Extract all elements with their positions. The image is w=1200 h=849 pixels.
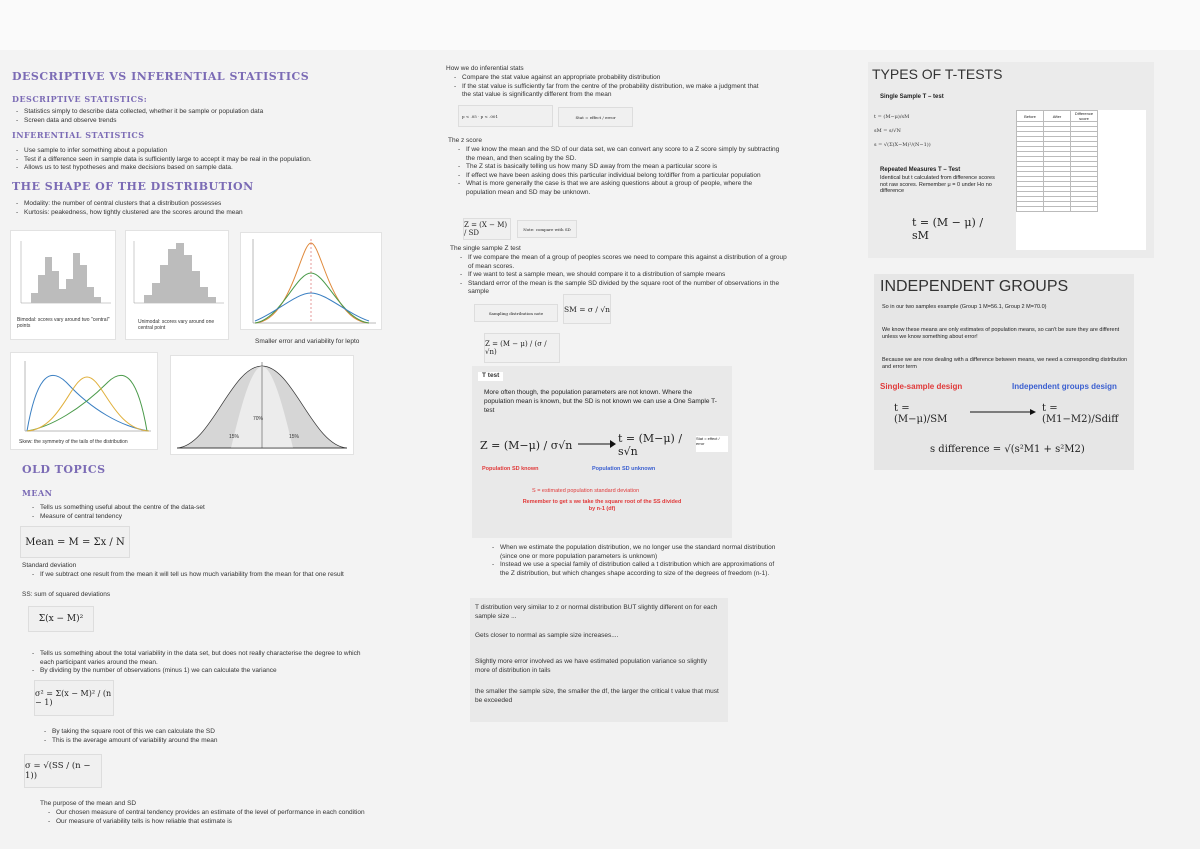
indep-title: INDEPENDENT GROUPS [880,278,1069,295]
purpose-label: The purpose of the mean and SD [40,800,137,807]
single-sample-formulas: t = (M−μ)/sM sM = s/√N s = √(Σ(X−M)²/(N−1)) [874,114,931,148]
repeated-label: Repeated Measures T – Test [880,167,961,173]
sem-formula: SM = σ / √n [563,294,611,324]
z-note: Note: compare with SD [517,220,577,238]
list-item: - Use sample to infer something about a population [14,147,394,156]
tdist-line-2: Gets closer to normal as sample size increases.... [475,632,619,639]
indep-line-1: So in our two samples example (Group 1 M=56.1, Group 2 M=70.0) [882,304,1047,310]
heading-descriptive: DESCRIPTIVE STATISTICS: [12,94,148,104]
list-item: - If we subtract one result from the mean it will tell us how much variability from the mean for that one result [30,571,360,580]
z-known-formula: Z = (M−μ) / σ√n [480,438,573,452]
indep-design-formula: t = (M1−M2)/Sdiff [1042,403,1119,425]
ttest-s-note: S = estimated population standard deviation [532,488,640,494]
list-item: - If we know the mean and the SD of our data set, we can convert any score to a Z score simply by subtracting the mean, and then scaling by the SD. [456,146,781,163]
significance-note: p < .05 · p < .001 [458,105,553,127]
sdiff-formula: s difference = √(s²M1 + s²M2) [930,443,1085,455]
t-note: Stat = effect / error [696,436,728,452]
independent-groups-card [874,274,1134,470]
heading-shape: THE SHAPE OF THE DISTRIBUTION [12,180,254,193]
z-heading: The z score [448,137,482,144]
tdist-line-4: the smaller the sample size, the smaller the df, the larger the critical t value that must be exceeded [475,688,719,704]
list-item: - Our measure of variability tells is how reliable that estimate is [46,818,386,827]
list-item: - Instead we use a special family of distribution called a t distribution which are approximations of the Z distribution, but which changes shape according to size of the degrees of freedom (n-1). [490,561,780,578]
types-title: TYPES OF T-TESTS [872,66,1003,82]
notes-canvas [0,50,1200,849]
list-item: - Measure of central tendency [30,513,390,522]
sd-list [30,571,360,580]
list-item: - Allows us to test hypotheses and make decisions based on sample data. [14,164,394,173]
pop-sd-unknown: Population SD unknown [592,466,656,472]
t-formula: t = (M − μ) / sM [912,216,984,242]
list-item: - Our chosen measure of central tendency provides an estimate of the level of performance in each condition [46,809,386,818]
list-item: - The Z stat is basically telling us how many SD away from the mean a particular score is [456,163,781,172]
list-item: - Modality: the number of central clusters that a distribution possesses [14,200,394,209]
table-header: Difference score [1071,111,1098,122]
top-bar [0,0,1200,50]
z-list [456,146,781,197]
sd-label: Standard deviation [22,562,77,569]
sem-note: Sampling distribution note [474,304,558,322]
z2-formula: Z = (M − μ) / (σ / √n) [484,333,560,363]
heading-mean: MEAN [22,488,53,498]
list-item: - Standard error of the mean is the sample SD divided by the square root of the number of observations in the sample [458,280,788,297]
table-header: Before [1017,111,1044,122]
repeated-desc: Identical but t calculated from difference scores not raw scores. Remember μ = 0 under Ho no difference [880,175,995,194]
svg-text:70%: 70% [253,416,264,422]
kurtosis-figure [240,232,382,330]
list-item: - If we want to test a sample mean, we should compare it to a distribution of sample means [458,271,788,280]
purpose-list [46,809,386,826]
data-table [1016,110,1146,250]
bimodal-figure [10,230,116,340]
test-stat-formula: Stat = effect / error [558,107,633,127]
list-item: - If the stat value is sufficiently far from the centre of the probability distribution, we make a judgment that the stat value is significantly different from the mean [452,83,762,100]
inf-list [14,147,394,173]
ttest-intro: More often though, the population parameters are not known. Where the population mean is known, but the SD is not known we can use a One Sample T-test [484,389,717,414]
single-z-list [458,254,788,297]
unimodal-figure [125,230,229,340]
how-list [452,74,762,100]
heading-desc-vs-inf: DESCRIPTIVE VS INFERENTIAL STATISTICS [12,70,310,83]
ss-formula: Σ(x − M)² [28,606,94,632]
arrow-icon [968,406,1038,418]
mean-list [30,504,390,521]
how-heading: How we do inferential stats [446,65,524,72]
kurtosis-caption: Smaller error and variability for lepto [255,338,360,345]
svg-text:15%: 15% [289,434,300,440]
kurtosis-curves [241,233,381,329]
single-design-label: Single-sample design [880,382,963,391]
list-item: - If we compare the mean of a group of peoples scores we need to compare this against a distribution of a group of mean scores. [458,254,788,271]
list-item: - If effect we have been asking does this particular individual belong to/differ from a particular population [456,172,781,181]
sd-root-list [42,728,372,745]
unimodal-histogram [126,231,228,311]
list-item: - Statistics simply to describe data collected, whether it be sample or population data [14,108,394,117]
ss-list [30,650,370,676]
bimodal-caption: Bimodal: scores vary around two "central" points [17,317,110,329]
list-item: - By dividing by the number of observations (minus 1) we can calculate the variance [30,667,370,676]
heading-inferential: INFERENTIAL STATISTICS [12,130,145,140]
mean-formula: Mean = M = Σx / N [20,526,130,558]
indep-line-2: We know these means are only estimates of population means, so can't be sure they are different unless we know something about error! [882,327,1120,340]
list-item: - When we estimate the population distribution, we no longer use the standard normal distribution (since one or more population parameters is unknown) [490,544,780,561]
single-z-heading: The single sample Z test [450,245,521,252]
normal-curve [171,356,353,454]
unimodal-caption: Unimodal: scores vary around one central point [138,319,215,331]
ttest-label: T test [478,372,503,381]
skew-caption: Skew: the symmetry of the tails of the distribution [19,439,128,445]
list-item: - Tells us something useful about the centre of the data-set [30,504,390,513]
z-formula: Z = (X − M) / SD [463,218,511,240]
t-dist-list [490,544,780,578]
table-header: After [1044,111,1071,122]
tdist-line-1: T distribution very similar to z or normal distribution BUT slightly different on for each sample size ... [475,604,718,620]
list-item: - Screen data and observe trends [14,117,394,126]
arrow-icon [576,434,616,454]
tdist-line-3: Slightly more error involved as we have estimated population variance so slightly more of distribution in tails [475,658,707,674]
variance-formula: σ² = Σ(x − M)² / (n − 1) [34,680,114,716]
ttest-remember: Remember to get s we take the square root of the SS divided by n-1 (df) [522,499,682,512]
list-item: - What is more generally the case is that we are asking questions about a group of people, where the population mean and SD may be unknown. [456,180,781,197]
single-sample-label: Single Sample T – test [880,94,944,100]
skew-figure [10,352,158,450]
indep-design-label: Independent groups design [1012,382,1117,391]
skew-curves [11,353,157,437]
list-item: - Test if a difference seen in sample data is sufficiently large to accept it may be real in the population. [14,156,394,165]
t-unknown-formula: t = (M−μ) / s√n [618,432,683,458]
list-item: - Compare the stat value against an appropriate probability distribution [452,74,762,83]
pop-sd-known: Population SD known [482,466,539,472]
svg-text:15%: 15% [229,434,240,440]
ss-label: SS: sum of squared deviations [22,591,111,598]
before-after-table [1016,110,1098,212]
list-item: - This is the average amount of variability around the mean [42,737,372,746]
sd-formula: σ = √(SS / (n − 1)) [24,754,102,788]
single-design-formula: t = (M−μ)/SM [894,403,948,425]
ttest-card [472,366,732,538]
indep-line-3: Because we are now dealing with a difference between means, we need a corresponding distribution and error term [882,357,1128,370]
list-item: - Tells us something about the total variability in the data set, but does not really characterise the degree to which each participant varies around the mean. [30,650,370,667]
bimodal-histogram [11,231,115,311]
list-item: - Kurtosis: peakedness, how tightly clustered are the scores around the mean [14,209,394,218]
shape-list [14,200,394,217]
desc-list [14,108,394,125]
list-item: - By taking the square root of this we can calculate the SD [42,728,372,737]
heading-old-topics: OLD TOPICS [22,463,106,476]
normal-figure [170,355,354,455]
types-ttest-card [868,62,1154,258]
t-dist-card [470,598,728,722]
